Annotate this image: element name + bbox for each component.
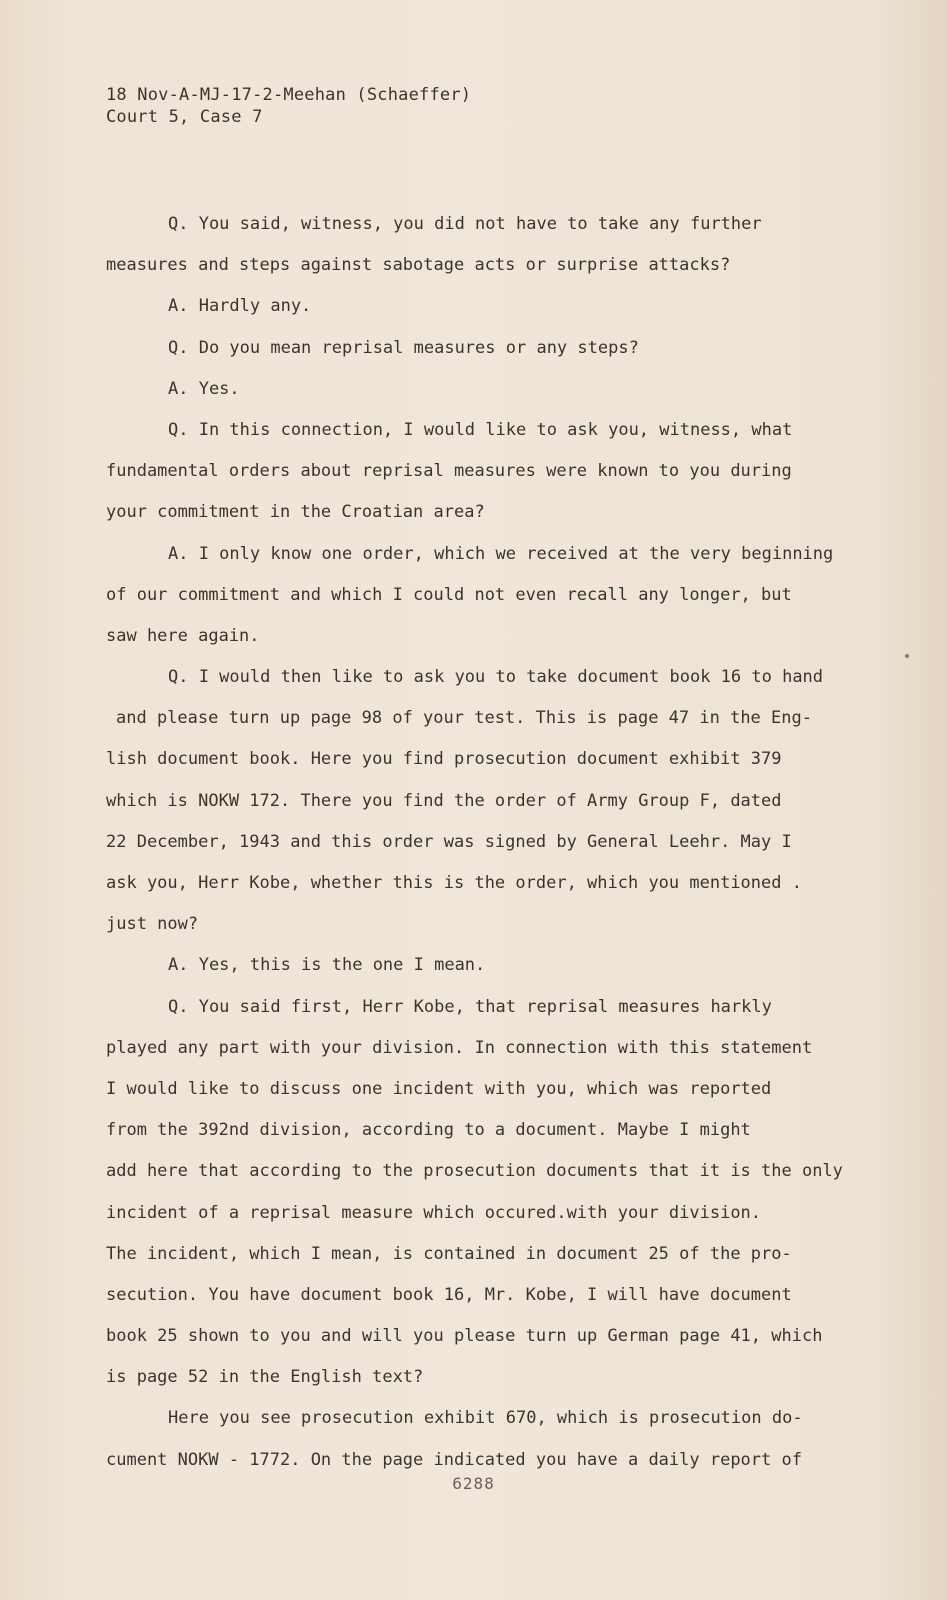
page-number: 6288 xyxy=(452,1474,495,1493)
transcript-line: and please turn up page 98 of your test. This is page 47 in the Eng- xyxy=(116,708,812,729)
transcript-line: Q. You said first, Herr Kobe, that reprisal measures harkly xyxy=(168,996,772,1017)
transcript-line: book 25 shown to you and will you please turn up German page 41, which xyxy=(106,1326,823,1347)
transcript-line: which is NOKW 172. There you find the order of Army Group F, dated xyxy=(106,790,782,811)
transcript-line: A. Yes. xyxy=(168,378,240,399)
transcript-line: The incident, which I mean, is contained in document 25 of the pro- xyxy=(106,1243,792,1264)
transcript-line: Q. In this connection, I would like to ask you, witness, what xyxy=(168,419,793,440)
transcript-line: cument NOKW - 1772. On the page indicated you have a daily report of xyxy=(106,1449,802,1470)
header-reference: 18 Nov-A-MJ-17-2-Meehan (Schaeffer) xyxy=(106,85,472,105)
transcript-line: measures and steps against sabotage acts or surprise attacks? xyxy=(106,255,731,276)
transcript-line: fundamental orders about reprisal measures were known to you during xyxy=(106,461,792,482)
transcript-line: ask you, Herr Kobe, whether this is the order, which you mentioned . xyxy=(106,873,802,893)
transcript-line: add here that according to the prosecution documents that it is the only xyxy=(106,1161,843,1182)
transcript-line: is page 52 in the English text? xyxy=(106,1367,424,1388)
transcript-line: Q. I would then like to ask you to take document book 16 to hand xyxy=(168,667,824,688)
transcript-line: saw here again. xyxy=(106,625,260,646)
transcript-line: from the 392nd division, according to a document. Maybe I might xyxy=(106,1120,751,1141)
document-header xyxy=(106,84,471,128)
transcript-line: of our commitment and which I could not even recall any longer, but xyxy=(106,584,792,605)
transcript-line: just now? xyxy=(106,914,199,935)
transcript-body xyxy=(106,204,846,1481)
transcript-line: I would like to discuss one incident with you, which was reported xyxy=(106,1078,772,1099)
transcript-line: played any part with your division. In connection with this statement xyxy=(106,1037,813,1058)
transcript-line: Q. You said, witness, you did not have to take any further xyxy=(168,214,762,234)
paper-speck xyxy=(905,654,909,658)
transcript-line: A. Yes, this is the one I mean. xyxy=(168,955,486,976)
transcript-line: incident of a reprisal measure which occured.with your division. xyxy=(106,1202,762,1223)
transcript-line: Q. Do you mean reprisal measures or any steps? xyxy=(168,337,639,358)
transcript-line: 22 December, 1943 and this order was signed by General Leehr. May I xyxy=(106,831,792,852)
transcript-line: Here you see prosecution exhibit 670, which is prosecution do- xyxy=(168,1408,803,1429)
transcript-line: A. I only know one order, which we received at the very beginning xyxy=(168,543,834,564)
transcript-line: lish document book. Here you find prosecution document exhibit 379 xyxy=(106,749,782,770)
transcript-line: secution. You have document book 16, Mr. Kobe, I will have document xyxy=(106,1284,792,1305)
transcript-line: A. Hardly any. xyxy=(168,296,312,317)
header-court-case: Court 5, Case 7 xyxy=(106,107,263,127)
transcript-line: your commitment in the Croatian area? xyxy=(106,502,485,523)
